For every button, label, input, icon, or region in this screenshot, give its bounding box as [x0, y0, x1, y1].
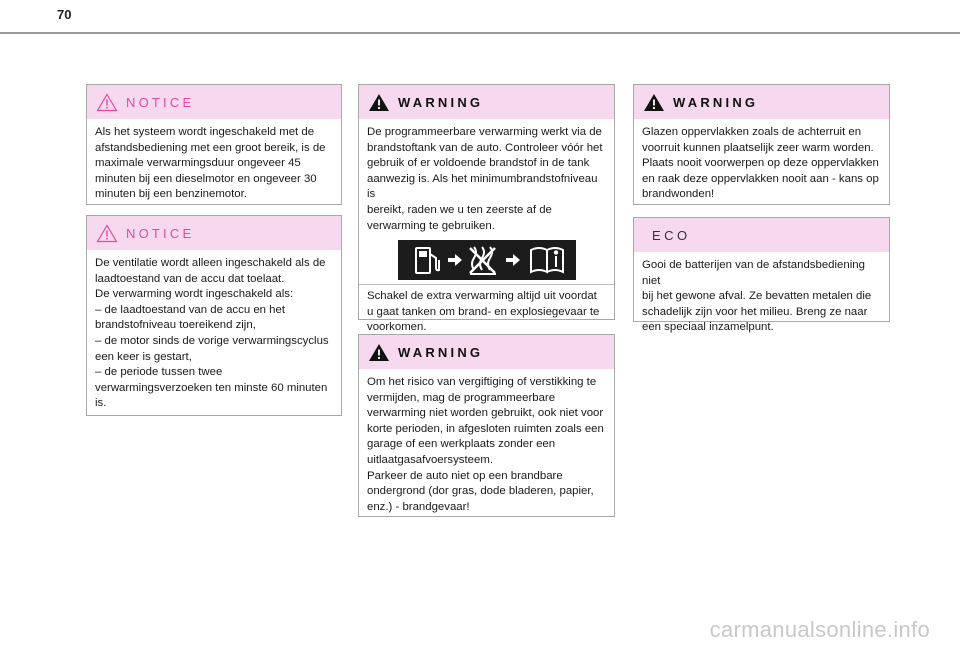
eco-title: ECO [652, 227, 691, 243]
notice-title: NOTICE [126, 225, 195, 241]
page-number: 70 [57, 7, 72, 22]
watermark: carmanualsonline.info [709, 617, 930, 642]
notice-box-1 [86, 84, 342, 205]
top-divider [0, 32, 960, 34]
warning-box-1 [358, 84, 615, 334]
warning-header [359, 85, 614, 119]
notice-triangle-icon [96, 224, 118, 243]
warning-title: WARNING [398, 94, 484, 110]
warning-title: WARNING [673, 94, 759, 110]
warning-text: Glazen oppervlakken zoals de achterruit en voorruit kunnen plaatselijk zeer warm worden. Plaats nooit voorwerpen op deze oppervlakken en raak deze oppervlakken nooit aan - kans op brandwonden! [642, 126, 879, 201]
warning-box-3 [633, 84, 890, 205]
notice-header [87, 85, 341, 119]
warning-header [359, 335, 614, 369]
warning-header [634, 85, 889, 119]
eco-text: Gooi de batterijen van de afstandsbediening niet bij het gewone afval. Ze bevatten metalen die schadelijk zijn voor het milieu. Breng ze naar een speciaal inzamelpunt. [642, 259, 872, 334]
warning-triangle-icon [368, 343, 390, 362]
warning-box-2 [358, 334, 615, 517]
warning-text: Om het risico van vergiftiging of verstikking te vermijden, mag de programmeerbare verwarming niet worden gebruikt, ook niet voor korte perioden, in afgesloten ruimten zoals een garage of een werkplaats zonder een uitlaatgasafvoersysteem. Parkeer de auto niet op een brandbare ondergrond (dor gras, dode bladeren, papier, enz.) - brandgevaar! [367, 376, 604, 513]
eco-header [634, 218, 889, 252]
warning-triangle-icon [368, 93, 390, 112]
notice-triangle-icon [96, 93, 118, 112]
notice-box-2 [86, 215, 342, 416]
warning-text: De programmeerbare verwarming werkt via de brandstoftank van de auto. Controleer vóór het gebruik of er voldoende brandstof in de tank aanwezig is. Als het minimumbrandstofniveau is bereikt, raden we u ten zeerste af de verwarming te gebruiken. [367, 126, 603, 232]
warning-triangle-icon [643, 93, 665, 112]
notice-title: NOTICE [126, 94, 195, 110]
notice-header [87, 216, 341, 250]
notice-text: De ventilatie wordt alleen ingeschakeld als de laadtoestand van de accu dat toelaat. De verwarming wordt ingeschakeld als: – de laadtoestand van de accu en het brandstofniveau toereikend zijn, – de motor sinds de vorige verwarmingscyclus een keer is gestart, – de periode tussen twee verwarmingsverzoeken ten minste 60 minuten is. [95, 257, 329, 410]
fuel-heater-manual-pictogram [398, 240, 576, 280]
warning-text-2: Schakel de extra verwarming altijd uit voordat u gaat tanken om brand- en explosiegevaar te voorkomen. [367, 290, 600, 334]
notice-text: Als het systeem wordt ingeschakeld met de afstandsbediening met een groot bereik, is de maximale verwarmingsduur ongeveer 45 minuten bij een dieselmotor en ongeveer 30 minuten bij een benzinemotor. [95, 126, 326, 201]
warning-title: WARNING [398, 344, 484, 360]
eco-box [633, 217, 890, 334]
